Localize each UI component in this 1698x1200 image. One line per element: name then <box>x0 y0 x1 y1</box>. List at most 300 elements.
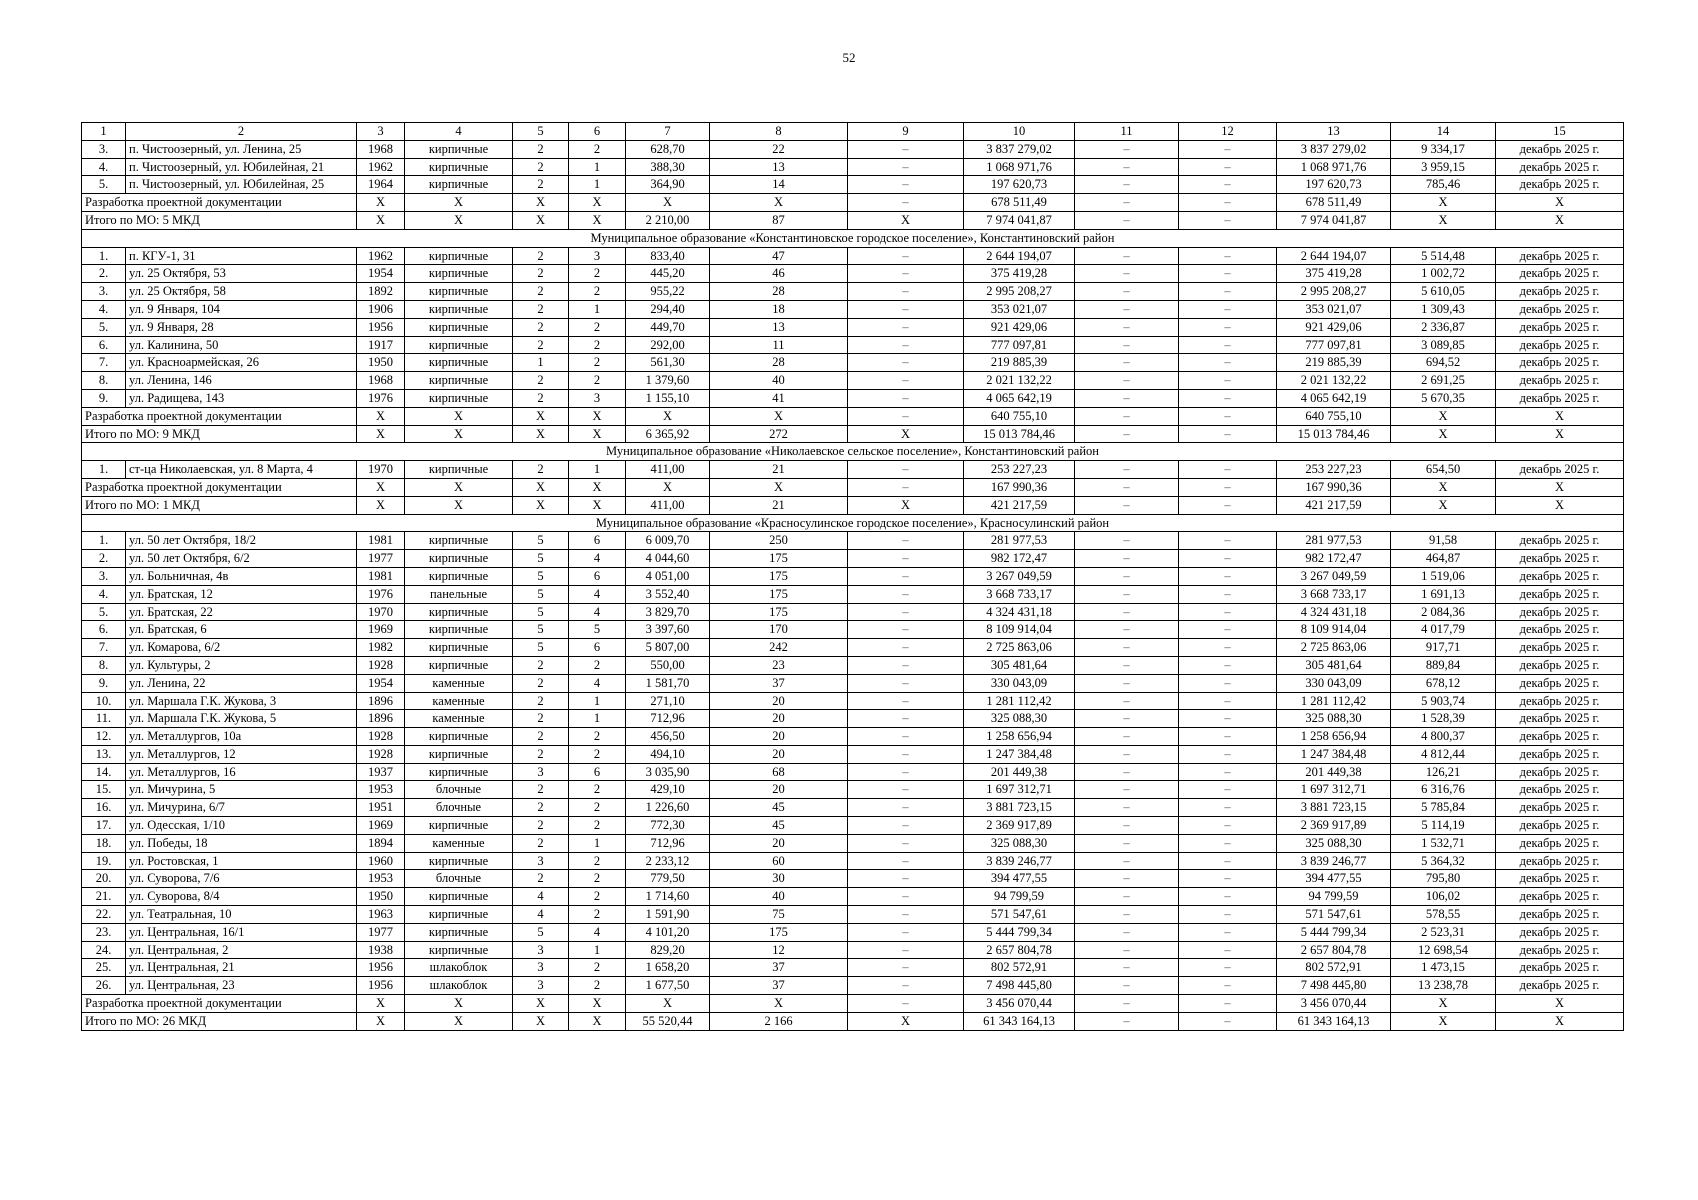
design-docs-row <box>82 478 1624 496</box>
col-9: – <box>848 692 964 710</box>
column-number-9: 9 <box>848 123 964 141</box>
area: 388,30 <box>626 158 710 176</box>
col-9: – <box>848 283 964 301</box>
address: ул. Красноармейская, 26 <box>126 354 357 372</box>
col-12: – <box>1179 852 1277 870</box>
residents: 13 <box>710 318 848 336</box>
build-year: 1969 <box>357 817 405 835</box>
address: ул. 50 лет Октября, 6/2 <box>126 550 357 568</box>
total-c8: 2 166 <box>710 1012 848 1030</box>
cost-per-sqm: 91,58 <box>1391 532 1496 550</box>
build-year: 1970 <box>357 461 405 479</box>
area: 561,30 <box>626 354 710 372</box>
total-cost: 2 657 804,78 <box>1277 941 1391 959</box>
area: 4 044,60 <box>626 550 710 568</box>
col-9: – <box>848 389 964 407</box>
area: 3 552,40 <box>626 585 710 603</box>
completion-date: декабрь 2025 г. <box>1496 621 1624 639</box>
design-c4: Х <box>405 407 513 425</box>
wall-material: кирпичные <box>405 283 513 301</box>
address: ул. Комарова, 6/2 <box>126 639 357 657</box>
residents: 242 <box>710 639 848 657</box>
address: ул. Ленина, 146 <box>126 372 357 390</box>
residents: 68 <box>710 763 848 781</box>
address: ул. Суворова, 8/4 <box>126 888 357 906</box>
table-row <box>82 906 1624 924</box>
table-row <box>82 710 1624 728</box>
completion-date: декабрь 2025 г. <box>1496 176 1624 194</box>
entrances: 2 <box>569 656 626 674</box>
row-number: 23. <box>82 923 126 941</box>
address: ул. Мичурина, 6/7 <box>126 799 357 817</box>
total-c12: – <box>1179 496 1277 514</box>
column-number-5: 5 <box>513 123 569 141</box>
row-number: 4. <box>82 300 126 318</box>
address: ул. Суворова, 7/6 <box>126 870 357 888</box>
row-number: 13. <box>82 745 126 763</box>
area: 3 829,70 <box>626 603 710 621</box>
floors: 2 <box>513 656 569 674</box>
area: 4 101,20 <box>626 923 710 941</box>
design-c10: 678 511,49 <box>964 194 1075 212</box>
subtotal-label: Итого по МО: 1 МКД <box>82 496 357 514</box>
wall-material: кирпичные <box>405 372 513 390</box>
row-number: 6. <box>82 621 126 639</box>
wall-material: кирпичные <box>405 745 513 763</box>
row-number: 24. <box>82 941 126 959</box>
work-cost: 2 644 194,07 <box>964 247 1075 265</box>
column-number-10: 10 <box>964 123 1075 141</box>
table-row <box>82 728 1624 746</box>
total-c15: Х <box>1496 1012 1624 1030</box>
floors: 2 <box>513 745 569 763</box>
entrances: 1 <box>569 692 626 710</box>
column-number-13: 13 <box>1277 123 1391 141</box>
row-number: 26. <box>82 977 126 995</box>
cost-per-sqm: 1 473,15 <box>1391 959 1496 977</box>
col-12: – <box>1179 461 1277 479</box>
total-cost: 5 444 799,34 <box>1277 923 1391 941</box>
wall-material: кирпичные <box>405 603 513 621</box>
wall-material: кирпичные <box>405 621 513 639</box>
table-row <box>82 283 1624 301</box>
subtotal-label: Итого по МО: 9 МКД <box>82 425 357 443</box>
build-year: 1977 <box>357 923 405 941</box>
build-year: 1894 <box>357 834 405 852</box>
total-c9: Х <box>848 1012 964 1030</box>
col-12: – <box>1179 372 1277 390</box>
col-9: – <box>848 336 964 354</box>
residents: 175 <box>710 567 848 585</box>
cost-per-sqm: 4 812,44 <box>1391 745 1496 763</box>
col-12: – <box>1179 639 1277 657</box>
residents: 175 <box>710 585 848 603</box>
cost-per-sqm: 1 519,06 <box>1391 567 1496 585</box>
total-c7: 2 210,00 <box>626 211 710 229</box>
row-number: 3. <box>82 567 126 585</box>
design-c12: – <box>1179 995 1277 1013</box>
area: 772,30 <box>626 817 710 835</box>
table-row <box>82 781 1624 799</box>
design-c8: Х <box>710 194 848 212</box>
address: ул. 25 Октября, 58 <box>126 283 357 301</box>
work-cost: 394 477,55 <box>964 870 1075 888</box>
row-number: 1. <box>82 247 126 265</box>
total-c14: Х <box>1391 425 1496 443</box>
residents: 11 <box>710 336 848 354</box>
total-c10: 61 343 164,13 <box>964 1012 1075 1030</box>
col-9: – <box>848 461 964 479</box>
col-9: – <box>848 799 964 817</box>
residents: 170 <box>710 621 848 639</box>
cost-per-sqm: 917,71 <box>1391 639 1496 657</box>
build-year: 1951 <box>357 799 405 817</box>
design-c10: 167 990,36 <box>964 478 1075 496</box>
table-row <box>82 318 1624 336</box>
area: 712,96 <box>626 710 710 728</box>
table-row <box>82 532 1624 550</box>
area: 449,70 <box>626 318 710 336</box>
entrances: 2 <box>569 318 626 336</box>
floors: 2 <box>513 372 569 390</box>
residents: 75 <box>710 906 848 924</box>
wall-material: кирпичные <box>405 336 513 354</box>
wall-material: каменные <box>405 692 513 710</box>
address: ул. Радищева, 143 <box>126 389 357 407</box>
col-12: – <box>1179 140 1277 158</box>
total-cost: 3 267 049,59 <box>1277 567 1391 585</box>
completion-date: декабрь 2025 г. <box>1496 941 1624 959</box>
col-9: – <box>848 852 964 870</box>
address: ул. Металлургов, 12 <box>126 745 357 763</box>
wall-material: кирпичные <box>405 140 513 158</box>
total-c13: 61 343 164,13 <box>1277 1012 1391 1030</box>
total-c10: 7 974 041,87 <box>964 211 1075 229</box>
floors: 2 <box>513 283 569 301</box>
area: 829,20 <box>626 941 710 959</box>
design-c15: Х <box>1496 194 1624 212</box>
total-c7: 55 520,44 <box>626 1012 710 1030</box>
col-11: – <box>1075 959 1179 977</box>
row-number: 5. <box>82 318 126 336</box>
work-cost: 281 977,53 <box>964 532 1075 550</box>
row-number: 3. <box>82 283 126 301</box>
cost-per-sqm: 5 903,74 <box>1391 692 1496 710</box>
total-c12: – <box>1179 1012 1277 1030</box>
residents: 30 <box>710 870 848 888</box>
residents: 13 <box>710 158 848 176</box>
residents: 28 <box>710 354 848 372</box>
col-12: – <box>1179 603 1277 621</box>
entrances: 4 <box>569 923 626 941</box>
work-cost: 571 547,61 <box>964 906 1075 924</box>
address: ул. Больничная, 4в <box>126 567 357 585</box>
design-c9: – <box>848 478 964 496</box>
total-c5: Х <box>513 425 569 443</box>
build-year: 1960 <box>357 852 405 870</box>
area: 6 009,70 <box>626 532 710 550</box>
entrances: 3 <box>569 247 626 265</box>
completion-date: декабрь 2025 г. <box>1496 603 1624 621</box>
entrances: 1 <box>569 834 626 852</box>
residents: 250 <box>710 532 848 550</box>
cost-per-sqm: 1 002,72 <box>1391 265 1496 283</box>
floors: 5 <box>513 532 569 550</box>
cost-per-sqm: 9 334,17 <box>1391 140 1496 158</box>
cost-per-sqm: 6 316,76 <box>1391 781 1496 799</box>
floors: 2 <box>513 870 569 888</box>
residents: 20 <box>710 728 848 746</box>
address: ул. Металлургов, 10а <box>126 728 357 746</box>
row-number: 9. <box>82 674 126 692</box>
design-docs-row <box>82 995 1624 1013</box>
row-number: 9. <box>82 389 126 407</box>
table-row <box>82 852 1624 870</box>
row-number: 14. <box>82 763 126 781</box>
completion-date: декабрь 2025 г. <box>1496 247 1624 265</box>
wall-material: кирпичные <box>405 656 513 674</box>
area: 271,10 <box>626 692 710 710</box>
row-number: 20. <box>82 870 126 888</box>
floors: 2 <box>513 247 569 265</box>
area: 955,22 <box>626 283 710 301</box>
design-c6: Х <box>569 194 626 212</box>
col-12: – <box>1179 959 1277 977</box>
row-number: 8. <box>82 656 126 674</box>
total-c6: Х <box>569 211 626 229</box>
entrances: 2 <box>569 265 626 283</box>
col-9: – <box>848 603 964 621</box>
work-cost: 305 481,64 <box>964 656 1075 674</box>
col-12: – <box>1179 710 1277 728</box>
completion-date: декабрь 2025 г. <box>1496 710 1624 728</box>
total-cost: 2 995 208,27 <box>1277 283 1391 301</box>
build-year: 1976 <box>357 389 405 407</box>
row-number: 7. <box>82 354 126 372</box>
build-year: 1950 <box>357 888 405 906</box>
design-c10: 640 755,10 <box>964 407 1075 425</box>
col-11: – <box>1075 247 1179 265</box>
address: ул. Маршала Г.К. Жукова, 3 <box>126 692 357 710</box>
area: 550,00 <box>626 656 710 674</box>
col-11: – <box>1075 799 1179 817</box>
work-cost: 3 837 279,02 <box>964 140 1075 158</box>
completion-date: декабрь 2025 г. <box>1496 834 1624 852</box>
build-year: 1917 <box>357 336 405 354</box>
floors: 2 <box>513 158 569 176</box>
floors: 3 <box>513 852 569 870</box>
total-c3: Х <box>357 496 405 514</box>
table-row <box>82 265 1624 283</box>
completion-date: декабрь 2025 г. <box>1496 300 1624 318</box>
row-number: 1. <box>82 461 126 479</box>
build-year: 1963 <box>357 906 405 924</box>
design-c9: – <box>848 194 964 212</box>
total-c9: Х <box>848 496 964 514</box>
design-c14: Х <box>1391 407 1496 425</box>
floors: 2 <box>513 300 569 318</box>
design-docs-label: Разработка проектной документации <box>82 407 357 425</box>
design-c4: Х <box>405 194 513 212</box>
row-number: 15. <box>82 781 126 799</box>
work-cost: 2 657 804,78 <box>964 941 1075 959</box>
work-cost: 201 449,38 <box>964 763 1075 781</box>
design-c14: Х <box>1391 995 1496 1013</box>
col-11: – <box>1075 656 1179 674</box>
work-cost: 375 419,28 <box>964 265 1075 283</box>
completion-date: декабрь 2025 г. <box>1496 336 1624 354</box>
row-number: 18. <box>82 834 126 852</box>
total-cost: 330 043,09 <box>1277 674 1391 692</box>
design-docs-row <box>82 194 1624 212</box>
address: ул. Мичурина, 5 <box>126 781 357 799</box>
register-table <box>81 122 1624 1031</box>
section-row <box>82 514 1624 532</box>
floors: 5 <box>513 621 569 639</box>
address: ул. Ростовская, 1 <box>126 852 357 870</box>
entrances: 5 <box>569 621 626 639</box>
col-9: – <box>848 300 964 318</box>
floors: 3 <box>513 941 569 959</box>
cost-per-sqm: 889,84 <box>1391 656 1496 674</box>
entrances: 2 <box>569 906 626 924</box>
residents: 12 <box>710 941 848 959</box>
col-12: – <box>1179 354 1277 372</box>
total-c10: 421 217,59 <box>964 496 1075 514</box>
design-c15: Х <box>1496 478 1624 496</box>
residents: 37 <box>710 977 848 995</box>
completion-date: декабрь 2025 г. <box>1496 888 1624 906</box>
work-cost: 94 799,59 <box>964 888 1075 906</box>
cost-per-sqm: 2 691,25 <box>1391 372 1496 390</box>
entrances: 4 <box>569 550 626 568</box>
address: ул. 9 Января, 104 <box>126 300 357 318</box>
completion-date: декабрь 2025 г. <box>1496 461 1624 479</box>
residents: 37 <box>710 959 848 977</box>
total-c6: Х <box>569 496 626 514</box>
work-cost: 921 429,06 <box>964 318 1075 336</box>
table-row <box>82 870 1624 888</box>
total-cost: 197 620,73 <box>1277 176 1391 194</box>
wall-material: каменные <box>405 674 513 692</box>
col-9: – <box>848 923 964 941</box>
area: 364,90 <box>626 176 710 194</box>
entrances: 2 <box>569 799 626 817</box>
cost-per-sqm: 2 523,31 <box>1391 923 1496 941</box>
col-12: – <box>1179 799 1277 817</box>
total-c11: – <box>1075 496 1179 514</box>
row-number: 7. <box>82 639 126 657</box>
residents: 14 <box>710 176 848 194</box>
col-12: – <box>1179 265 1277 283</box>
work-cost: 2 369 917,89 <box>964 817 1075 835</box>
entrances: 2 <box>569 728 626 746</box>
work-cost: 325 088,30 <box>964 710 1075 728</box>
build-year: 1956 <box>357 959 405 977</box>
subtotal-row <box>82 496 1624 514</box>
area: 1 226,60 <box>626 799 710 817</box>
completion-date: декабрь 2025 г. <box>1496 585 1624 603</box>
design-c11: – <box>1075 407 1179 425</box>
subtotal-row <box>82 1012 1624 1030</box>
table-row <box>82 745 1624 763</box>
col-11: – <box>1075 763 1179 781</box>
completion-date: декабрь 2025 г. <box>1496 532 1624 550</box>
col-12: – <box>1179 817 1277 835</box>
total-cost: 219 885,39 <box>1277 354 1391 372</box>
design-docs-row <box>82 407 1624 425</box>
col-12: – <box>1179 834 1277 852</box>
build-year: 1954 <box>357 674 405 692</box>
entrances: 1 <box>569 461 626 479</box>
total-c14: Х <box>1391 496 1496 514</box>
address: п. Чистоозерный, ул. Юбилейная, 25 <box>126 176 357 194</box>
design-c8: Х <box>710 478 848 496</box>
work-cost: 3 839 246,77 <box>964 852 1075 870</box>
col-11: – <box>1075 745 1179 763</box>
col-12: – <box>1179 283 1277 301</box>
area: 628,70 <box>626 140 710 158</box>
col-11: – <box>1075 923 1179 941</box>
floors: 2 <box>513 692 569 710</box>
col-11: – <box>1075 621 1179 639</box>
total-cost: 353 021,07 <box>1277 300 1391 318</box>
table-row <box>82 923 1624 941</box>
row-number: 4. <box>82 585 126 603</box>
completion-date: декабрь 2025 г. <box>1496 283 1624 301</box>
design-c15: Х <box>1496 995 1624 1013</box>
area: 445,20 <box>626 265 710 283</box>
total-c12: – <box>1179 425 1277 443</box>
col-11: – <box>1075 550 1179 568</box>
work-cost: 3 881 723,15 <box>964 799 1075 817</box>
col-9: – <box>848 585 964 603</box>
row-number: 11. <box>82 710 126 728</box>
col-9: – <box>848 158 964 176</box>
address: ул. Победы, 18 <box>126 834 357 852</box>
cost-per-sqm: 5 364,32 <box>1391 852 1496 870</box>
area: 2 233,12 <box>626 852 710 870</box>
build-year: 1976 <box>357 585 405 603</box>
col-12: – <box>1179 692 1277 710</box>
wall-material: кирпичные <box>405 728 513 746</box>
total-cost: 1 247 384,48 <box>1277 745 1391 763</box>
cost-per-sqm: 1 309,43 <box>1391 300 1496 318</box>
table-row <box>82 674 1624 692</box>
floors: 5 <box>513 550 569 568</box>
cost-per-sqm: 3 089,85 <box>1391 336 1496 354</box>
table-row <box>82 176 1624 194</box>
col-11: – <box>1075 852 1179 870</box>
column-number-2: 2 <box>126 123 357 141</box>
col-11: – <box>1075 870 1179 888</box>
work-cost: 4 065 642,19 <box>964 389 1075 407</box>
wall-material: кирпичные <box>405 265 513 283</box>
entrances: 3 <box>569 389 626 407</box>
total-cost: 305 481,64 <box>1277 656 1391 674</box>
wall-material: кирпичные <box>405 247 513 265</box>
col-12: – <box>1179 870 1277 888</box>
entrances: 6 <box>569 532 626 550</box>
build-year: 1956 <box>357 977 405 995</box>
build-year: 1962 <box>357 247 405 265</box>
total-c15: Х <box>1496 496 1624 514</box>
entrances: 6 <box>569 639 626 657</box>
wall-material: каменные <box>405 834 513 852</box>
cost-per-sqm: 5 114,19 <box>1391 817 1496 835</box>
col-12: – <box>1179 656 1277 674</box>
row-number: 10. <box>82 692 126 710</box>
